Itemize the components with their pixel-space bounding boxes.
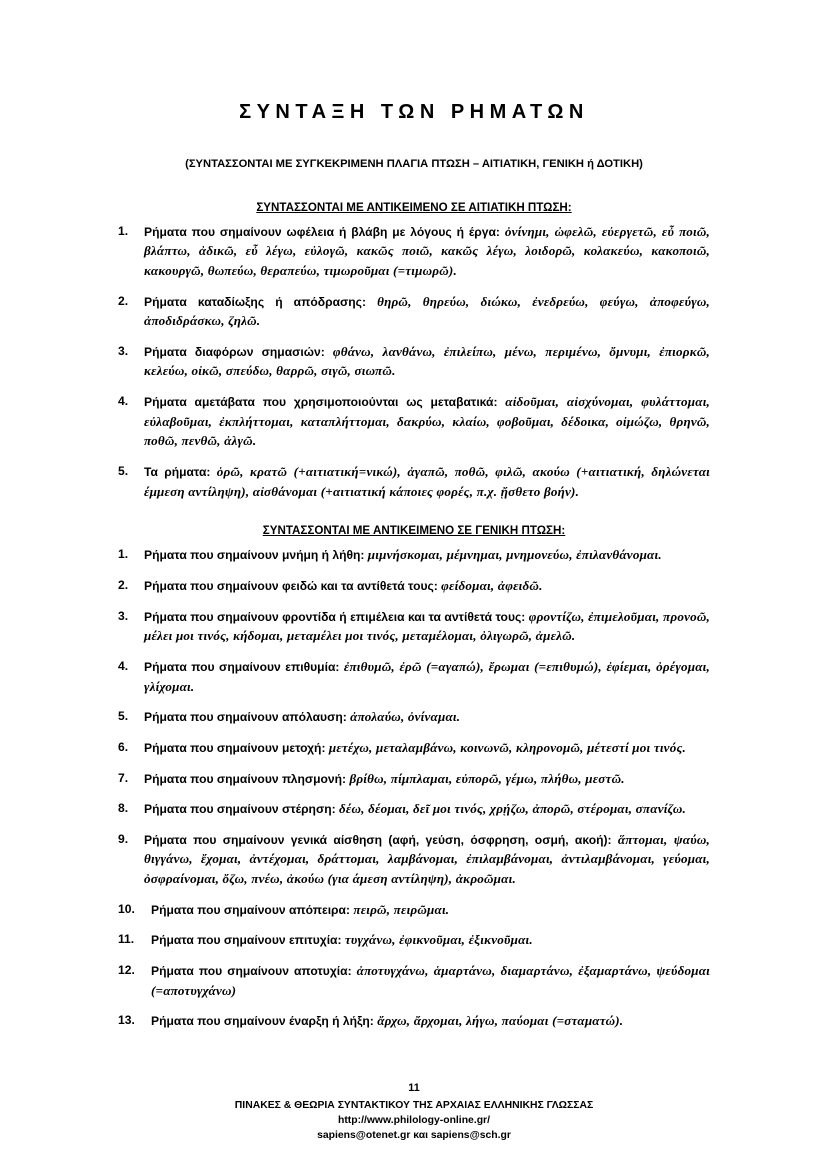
list-item-number: 6. [118,739,129,754]
list-item [118,738,710,758]
verb-list-accusative [118,222,710,502]
section-heading-accusative: ΣΥΝΤΑΣΣΟΝΤΑΙ ΜΕ ΑΝΤΙΚΕΙΜΕΝΟ ΣΕ ΑΙΤΙΑΤΙΚΗ ΠΤΩΣΗ: [256,200,572,214]
list-item [118,961,710,1000]
list-item-lead: Ρήματα που σημαίνουν έναρξη ή λήξη: [151,1014,378,1029]
list-item-greek-examples: ἐπιθυμῶ, ἐρῶ (=αγαπώ), ἔρωμαι (=επιθυμώ), ἐφίεμαι, ὀρέγομαι, γλίχομαι. [144,658,710,694]
list-item-lead: Τα ρήματα: [144,465,217,480]
page-subtitle: (ΣΥΝΤΑΣΣΟΝΤΑΙ ΜΕ ΣΥΓΚΕΚΡΙΜΕΝΗ ΠΛΑΓΙΑ ΠΤΩΣΗ – ΑΙΤΙΑΤΙΚΗ, ΓΕΝΙΚΗ ή ΔΟΤΙΚΗ) [185,158,643,170]
list-item-number: 11. [118,932,135,947]
list-item [118,462,710,501]
list-item [118,657,710,696]
list-item-lead: Ρήματα που σημαίνουν μετοχή: [144,740,329,755]
list-item-number: 3. [118,608,129,623]
footer-emails[interactable]: sapiens@otenet.gr και sapiens@sch.gr [317,1129,511,1141]
list-item [118,900,710,920]
list-item-greek-examples: μετέχω, μεταλαμβάνω, κοινωνῶ, κληρονομῶ, μέτεστί μοι τινός. [328,739,686,755]
list-item-greek-examples: βρίθω, πίμπλαμαι, εὐπορῶ, γέμω, πλήθω, μεστῶ. [349,770,625,786]
list-item-lead: Ρήματα που σημαίνουν επιτυχία: [151,933,345,948]
list-item [118,830,710,889]
footer-website-link[interactable]: http://www.philology-online.gr/ [338,1114,490,1126]
list-item [118,1011,710,1031]
list-item-greek-examples: πειρῶ, πειρῶμαι. [353,901,450,917]
list-item-greek-examples: ὁρῶ, κρατῶ (+αιτιατική=νικώ), ἀγαπῶ, ποθῶ, φιλῶ, ακούω (+αιτιατική, δηλώνεται έμμεση αντίληψη), αἰσθάνομαι (+αιτιατική κάποιες φορές, π.χ. ᾔσθετο βοήν). [144,464,711,499]
list-item-number: 7. [118,770,129,785]
list-item [118,576,710,596]
list-item-lead: Ρήματα που σημαίνουν φειδώ και τα αντίθετά τους: [144,579,442,594]
list-item-number: 2. [118,578,129,593]
list-item-greek-examples: ἀποτυγχάνω, ἁμαρτάνω, διαμαρτάνω, ἐξαμαρτάνω, ψεύδομαι (=αποτυγχάνω) [151,962,710,998]
list-item-number: 5. [118,464,129,479]
page-number: 11 [408,1082,420,1095]
list-item-greek-examples: φθάνω, λανθάνω, ἐπιλείπω, μένω, περιμένω, ὄμνυμι, ἐπιορκῶ, κελεύω, οἰκῶ, σπεύδω, θαρρῶ, σιγῶ, σιωπῶ. [144,343,710,379]
list-item-lead: Ρήματα που σημαίνουν απόλαυση: [144,710,351,725]
list-item-lead: Ρήματα που σημαίνουν επιθυμία: [144,659,344,674]
list-item [118,607,710,646]
footer-source: ΠΙΝΑΚΕΣ & ΘΕΩΡΙΑ ΣΥΝΤΑΚΤΙΚΟΥ ΤΗΣ ΑΡΧΑΙΑΣ ΕΛΛΗΝΙΚΗΣ ΓΛΩΣΣΑΣ [234,1099,594,1111]
list-item-number: 4. [118,394,129,409]
list-item-number: 2. [118,293,129,308]
list-item [118,707,710,727]
list-item [118,545,710,565]
list-item-lead: Ρήματα που σημαίνουν μνήμη ή λήθη: [144,548,368,563]
page-title: ΣΥΝΤΑΞΗ ΤΩΝ ΡΗΜΑΤΩΝ [239,101,589,123]
list-item [118,799,710,819]
list-item-number: 1. [118,223,129,238]
list-item-number: 10. [118,901,135,916]
list-item-greek-examples: δέω, δέομαι, δεῖ μοι τινός, χρῄζω, ἀπορῶ, στέρομαι, σπανίζω. [339,801,687,817]
list-item-lead: Ρήματα που σημαίνουν απόπειρα: [151,902,354,917]
list-item [118,222,710,281]
list-item [118,769,710,789]
list-item-number: 12. [118,962,135,977]
list-item-lead: Ρήματα που σημαίνουν φροντίδα ή επιμέλεια και τα αντίθετά τους: [144,609,529,624]
list-item-lead: Ρήματα που σημαίνουν πλησμονή: [144,771,350,786]
list-item [118,342,710,381]
list-item-number: 8. [118,801,129,816]
list-item-greek-examples: ἀπολαύω, ὀνίναμαι. [350,709,461,725]
list-item-lead: Ρήματα διαφόρων σημασιών: [144,344,333,359]
list-item-number: 5. [118,709,129,724]
list-item-lead: Ρήματα που σημαίνουν στέρηση: [144,802,339,817]
page-footer [0,1081,828,1143]
list-item-greek-examples: αἰδοῦμαι, αἰσχύνομαι, φυλάττομαι, εὐλαβοῦμαι, ἐκπλήττομαι, καταπλήττομαι, δακρύω, κλαίω, φοβοῦμαι, δέδοικα, οἰμώζω, θρηνῶ, ποθῶ, πενθῶ, ἀλγῶ. [144,394,711,449]
list-item-lead: Ρήματα αμετάβατα που χρησιμοποιούνται ως μεταβατικά: [144,395,506,410]
list-item-number: 13. [118,1013,135,1028]
list-item-greek-examples: φείδομαι, ἀφειδῶ. [441,578,543,594]
list-item [118,392,710,451]
list-item-number: 1. [118,547,129,562]
list-item-number: 3. [118,343,129,358]
list-item-greek-examples: ἄρχω, ἄρχομαι, λήγω, παύομαι (=σταματώ). [377,1013,624,1029]
list-item [118,292,710,331]
list-item [118,930,710,950]
list-item-lead: Ρήματα καταδίωξης ή απόδρασης: [144,294,378,309]
list-item-lead: Ρήματα που σημαίνουν γενικά αίσθηση (αφή, γεύση, όσφρηση, οσμή, ακοή): [144,832,618,847]
list-item-greek-examples: φροντίζω, ἐπιμελοῦμαι, προνοῶ, μέλει μοι τινός, κήδομαι, μεταμέλει μοι τινός, μεταμέλομαι, ὀλιγωρῶ, ἀμελῶ. [144,608,710,644]
list-item-lead: Ρήματα που σημαίνουν αποτυχία: [151,963,357,978]
list-item-greek-examples: τυγχάνω, ἐφικνοῦμαι, ἐξικνοῦμαι. [344,932,533,948]
list-item-number: 9. [118,831,129,846]
list-item-greek-examples: ἅπτομαι, ψαύω, θιγγάνω, ἔχομαι, ἀντέχομαι, δράττομαι, λαμβάνομαι, ἐπιλαμβάνομαι, ἀντιλαμβάνομαι, γεύομαι, ὀσφραίνομαι, ὄζω, πνέω, ἀκούω (για άμεση αντίληψη), ἀκροῶμαι. [144,831,710,887]
list-item-lead: Ρήματα που σημαίνουν ωφέλεια ή βλάβη με λόγους ή έργα: [144,224,505,239]
list-item-greek-examples: θηρῶ, θηρεύω, διώκω, ἐνεδρεύω, φεύγω, ἀποφεύγω, ἀποδιδράσκω, ζηλῶ. [144,293,710,329]
section-heading-genitive: ΣΥΝΤΑΣΣΟΝΤΑΙ ΜΕ ΑΝΤΙΚΕΙΜΕΝΟ ΣΕ ΓΕΝΙΚΗ ΠΤΩΣΗ: [262,524,566,538]
list-item-greek-examples: μιμνήσκομαι, μέμνημαι, μνημονεύω, ἐπιλανθάνομαι. [367,547,662,563]
list-item-greek-examples: ὀνίνημι, ὠφελῶ, εὐεργετῶ, εὖ ποιῶ, βλάπτω, ἀδικῶ, εὖ λέγω, εὐλογῶ, κακῶς ποιῶ, κακῶς λέγω, λοιδορῶ, κολακεύω, κακοποιῶ, κακουργῶ, θωπεύω, θεραπεύω, τιμωροῦμαι (=τιμωρῶ). [144,223,710,278]
verb-list-genitive [118,545,710,1031]
list-item-number: 4. [118,658,129,673]
